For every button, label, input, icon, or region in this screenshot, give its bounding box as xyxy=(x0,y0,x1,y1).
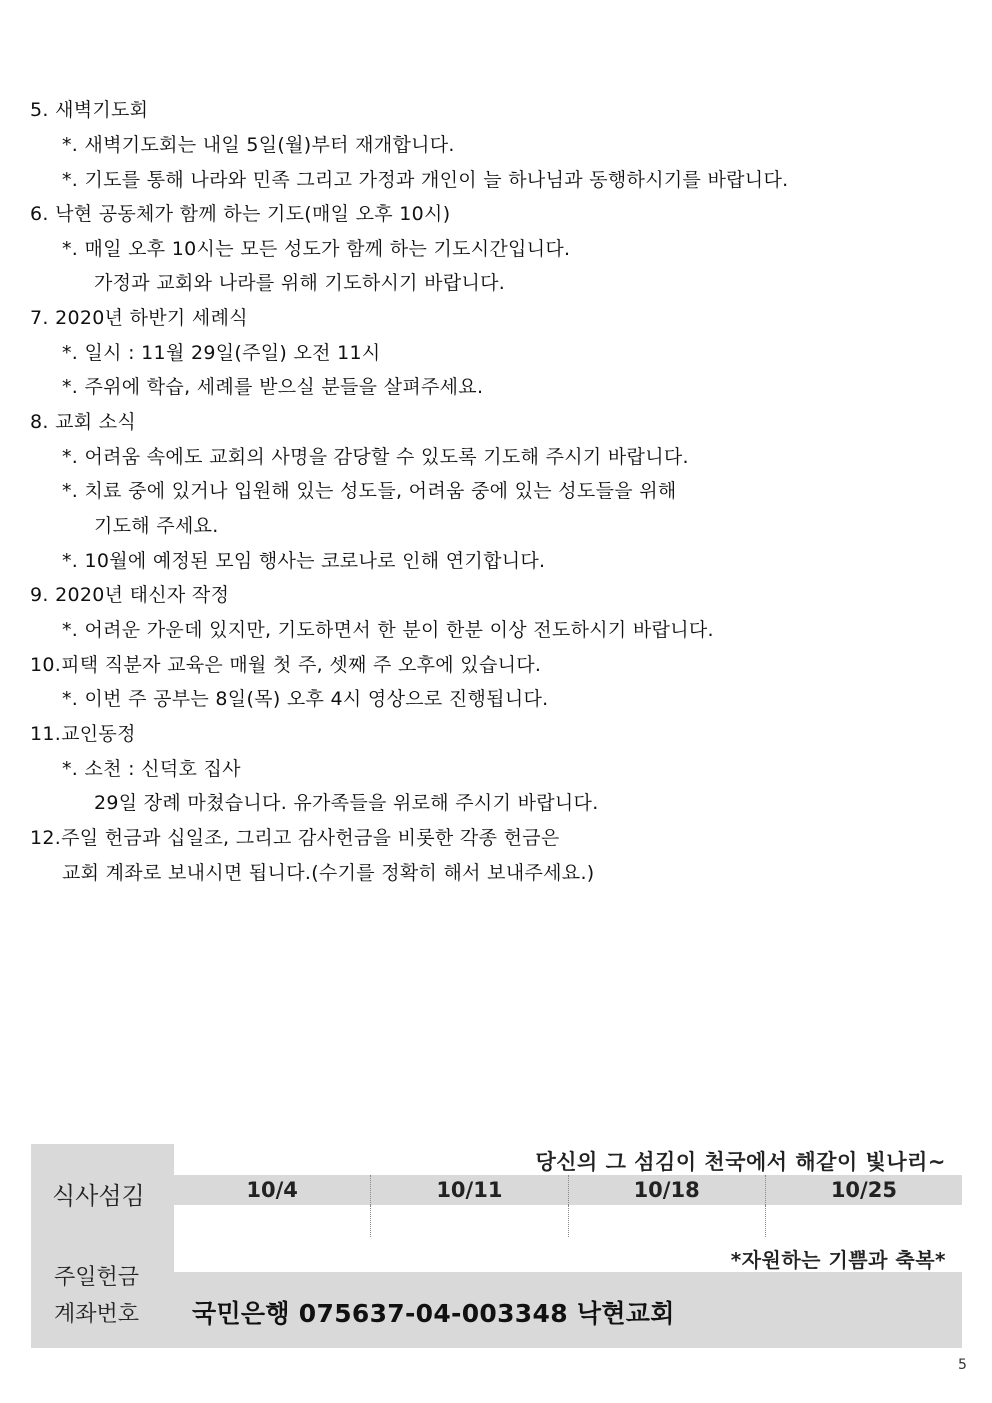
serving-date: 10/18 xyxy=(569,1175,766,1205)
section-8-item-2-cont: 기도해 주세요. xyxy=(94,515,219,537)
section-6-item-1: *. 매일 오후 10시는 모든 성도가 함께 하는 기도시간입니다. xyxy=(62,238,571,260)
section-8-item-2: *. 치료 중에 있거나 입원해 있는 성도들, 어려움 중에 있는 성도들을 위해 xyxy=(62,480,677,502)
serving-name-cell xyxy=(569,1205,766,1237)
section-12-title: 12.주일 헌금과 십일조, 그리고 감사헌금을 비롯한 각종 헌금은 xyxy=(30,827,560,849)
serving-label: 식사섬김 xyxy=(52,1182,145,1210)
section-7-item-1: *. 일시 : 11월 29일(주일) 오전 11시 xyxy=(62,342,381,364)
section-12-item-1: 교회 계좌로 보내시면 됩니다.(수기를 정확히 해서 보내주세요.) xyxy=(62,862,595,884)
section-5-title: 5. 새벽기도회 xyxy=(30,99,149,121)
serving-motto: 당신의 그 섬김이 천국에서 해같이 빛나리~ xyxy=(535,1150,946,1174)
serving-name-cell xyxy=(766,1205,962,1237)
account-label: 계좌번호 xyxy=(54,1302,140,1327)
section-10-title: 10.피택 직분자 교육은 매월 첫 주, 셋째 주 오후에 있습니다. xyxy=(30,654,542,676)
serving-date: 10/25 xyxy=(830,1178,897,1202)
section-8-title: 8. 교회 소식 xyxy=(30,411,137,433)
offering-joy-text: *자원하는 기쁨과 축복* xyxy=(730,1248,946,1272)
serving-name-cell xyxy=(174,1205,371,1237)
serving-date: 10/4 xyxy=(174,1175,371,1205)
serving-name-cell xyxy=(371,1205,568,1237)
section-8-item-1: *. 어려움 속에도 교회의 사명을 감당할 수 있도록 기도해 주시기 바랍니다. xyxy=(62,446,689,468)
section-8-item-3: *. 10월에 예정된 모임 행사는 코로나로 인해 연기합니다. xyxy=(62,550,546,572)
section-9-item-1: *. 어려운 가운데 있지만, 기도하면서 한 분이 한분 이상 전도하시기 바랍니다. xyxy=(62,619,714,641)
section-5-item-1: *. 새벽기도회는 내일 5일(월)부터 재개합니다. xyxy=(62,134,455,156)
section-11-item-1-cont: 29일 장례 마쳤습니다. 유가족들을 위로해 주시기 바랍니다. xyxy=(94,792,599,814)
section-5-item-2: *. 기도를 통해 나라와 민족 그리고 가정과 개인이 늘 하나님과 동행하시기를 바랍니다. xyxy=(62,169,789,191)
section-10-item-1: *. 이번 주 공부는 8일(목) 오후 4시 영상으로 진행됩니다. xyxy=(62,688,549,710)
serving-dates-row xyxy=(174,1175,962,1205)
section-7-item-2: *. 주위에 학습, 세례를 받으실 분들을 살펴주세요. xyxy=(62,376,484,398)
serving-names-row xyxy=(174,1205,962,1237)
section-11-title: 11.교인동정 xyxy=(30,723,136,745)
section-9-title: 9. 2020년 태신자 작정 xyxy=(30,584,230,606)
section-6-item-1-cont: 가정과 교회와 나라를 위해 기도하시기 바랍니다. xyxy=(94,272,506,294)
serving-date: 10/11 xyxy=(371,1175,568,1205)
section-7-title: 7. 2020년 하반기 세례식 xyxy=(30,307,248,329)
section-6-title: 6. 낙현 공동체가 함께 하는 기도(매일 오후 10시) xyxy=(30,203,451,225)
page-number: 5 xyxy=(958,1357,967,1373)
section-11-item-1: *. 소천 : 신덕호 집사 xyxy=(62,758,241,780)
offering-label: 주일헌금 xyxy=(54,1265,140,1290)
bank-account: 국민은행 075637-04-003348 낙현교회 xyxy=(192,1299,675,1328)
